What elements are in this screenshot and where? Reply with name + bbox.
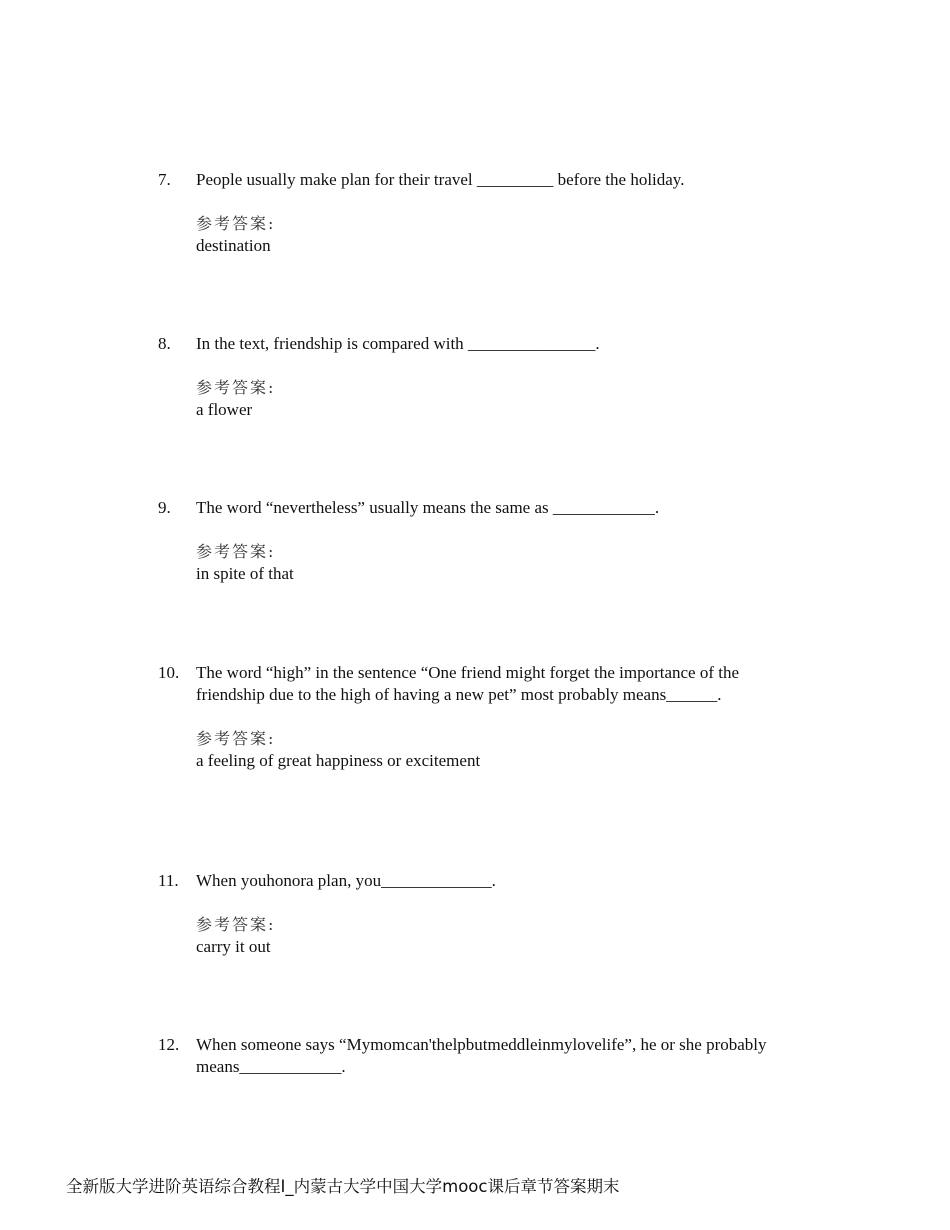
- answer-block: [196, 377, 778, 421]
- question-9: [158, 497, 778, 585]
- question-number: 7.: [158, 170, 171, 189]
- page-footer: 全新版大学进阶英语综合教程I_内蒙古大学中国大学mooc课后章节答案期末: [66, 1177, 620, 1196]
- answer-label: 参考答案:: [196, 378, 276, 397]
- question-12: [158, 1034, 778, 1078]
- question-number: 9.: [158, 498, 171, 517]
- answer-text: a feeling of great happiness or excitement: [196, 751, 481, 770]
- answer-block: [196, 914, 778, 958]
- question-8: [158, 333, 778, 421]
- question-text: When someone says “Mymomcan'thelpbutmeddleinmylovelife”, he or she probably means____________.: [196, 1035, 767, 1076]
- question-10: [158, 662, 778, 772]
- answer-block: [196, 728, 778, 772]
- question-text: The word “nevertheless” usually means the same as ____________.: [196, 498, 660, 517]
- question-text: The word “high” in the sentence “One friend might forget the importance of the friendship due to the high of having a new pet” most probably means______.: [196, 663, 740, 704]
- answer-block: [196, 213, 778, 257]
- question-text: People usually make plan for their travel _________ before the holiday.: [196, 170, 685, 189]
- question-number: 10.: [158, 663, 180, 682]
- question-text: In the text, friendship is compared with _______________.: [196, 334, 600, 353]
- answer-block: [196, 541, 778, 585]
- answer-text: in spite of that: [196, 564, 294, 583]
- answer-label: 参考答案:: [196, 915, 276, 934]
- answer-label: 参考答案:: [196, 542, 276, 561]
- answer-text: destination: [196, 236, 271, 255]
- answer-text: a flower: [196, 400, 253, 419]
- question-11: [158, 870, 778, 958]
- answer-label: 参考答案:: [196, 729, 276, 748]
- answer-label: 参考答案:: [196, 214, 276, 233]
- question-number: 8.: [158, 334, 171, 353]
- question-number: 12.: [158, 1035, 180, 1054]
- question-text: When youhonora plan, you_____________.: [196, 871, 496, 890]
- question-number: 11.: [158, 871, 179, 890]
- answer-text: carry it out: [196, 937, 271, 956]
- question-7: [158, 169, 778, 257]
